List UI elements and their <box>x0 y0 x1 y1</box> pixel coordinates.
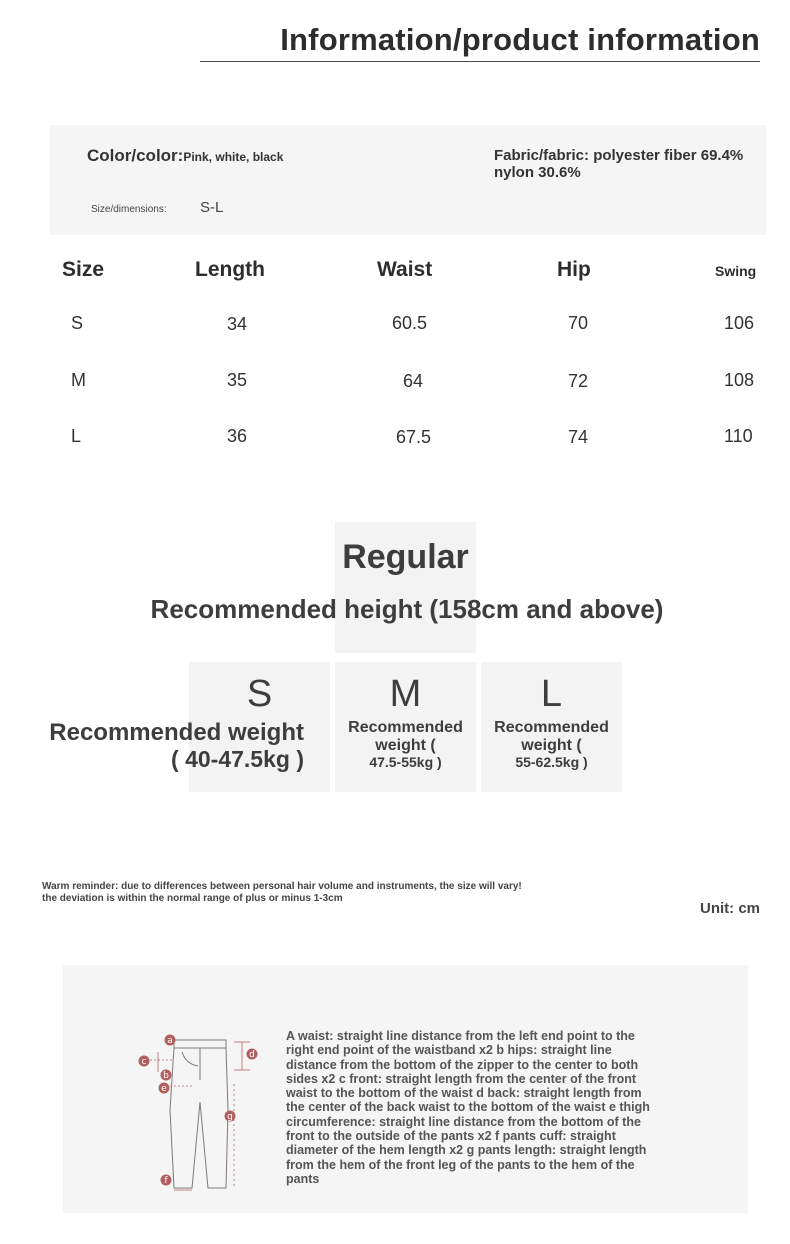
card-l-letter: L <box>540 673 563 715</box>
card-m-letter: M <box>389 673 422 715</box>
title-divider <box>200 61 760 62</box>
recommended-height: Recommended height (158cm and above) <box>150 594 664 624</box>
row-l-hip: 74 <box>568 427 589 447</box>
label-d: d <box>249 1050 255 1060</box>
row-l-length: 36 <box>227 426 248 446</box>
warm-reminder: Warm reminder: due to differences between personal hair volume and instruments, the size will vary! the deviation is within the normal range of plus or minus 1-3cm <box>42 881 522 904</box>
weight-label: Recommended weight <box>49 719 304 746</box>
row-s-size: S <box>71 313 84 333</box>
size-value: S-L <box>200 199 224 216</box>
row-m-size: M <box>71 370 86 390</box>
card-s-letter: S <box>246 673 273 715</box>
header-size: Size <box>62 258 105 281</box>
row-m-waist: 64 <box>403 371 424 391</box>
row-l-size: L <box>71 426 82 446</box>
card-m-text: Recommended weight ( <box>348 719 463 754</box>
color-label: Color/color: <box>87 146 184 165</box>
header-swing: Swing <box>715 263 757 279</box>
label-a: a <box>167 1036 173 1046</box>
row-l-waist: 67.5 <box>396 427 432 447</box>
label-c: c <box>141 1057 147 1067</box>
label-g: g <box>227 1112 233 1122</box>
card-l-text: Recommended weight ( <box>494 719 609 754</box>
card-l-range: 55-62.5kg ) <box>515 754 588 770</box>
color-info <box>87 146 283 166</box>
label-f: f <box>164 1176 168 1186</box>
pants-diagram <box>130 1030 270 1195</box>
recommended-weight-s <box>20 719 304 773</box>
row-l-swing: 110 <box>724 426 753 446</box>
color-value: Pink, white, black <box>183 150 284 164</box>
row-s-waist: 60.5 <box>392 313 428 333</box>
unit-label: Unit: cm <box>700 900 760 917</box>
page-title: Information/product information <box>280 22 760 57</box>
fabric-info: Fabric/fabric: polyester fiber 69.4% nylon 30.6% <box>494 147 744 181</box>
row-m-hip: 72 <box>568 371 589 391</box>
row-m-swing: 108 <box>724 370 755 390</box>
header-hip: Hip <box>557 258 591 281</box>
row-s-swing: 106 <box>724 313 755 333</box>
measurement-description: A waist: straight line distance from the left end point to the right end point of the waistband x2 b hips: straight line distance from the bottom of the zipper to the center to both sides x2 c front: straight length from the center of the front waist to the bottom of the waist d back: straight length from the center of the back waist to the bottom of the waist e thigh circumference: straight line distance from the bottom of the front to the outside of the pants x2 f pants cuff: straight diameter of the hem length x2 g pants length: straight length from the hem of the front leg of the pants to the hem of the pants <box>286 1029 650 1186</box>
label-b: b <box>163 1071 169 1081</box>
row-s-hip: 70 <box>568 313 589 333</box>
header-waist: Waist <box>377 258 433 281</box>
fit-title: Regular <box>342 538 469 576</box>
card-s-range: ( 40-47.5kg ) <box>171 746 304 772</box>
row-s-length: 34 <box>227 314 248 334</box>
card-m-range: 47.5-55kg ) <box>369 754 442 770</box>
size-label: Size/dimensions: <box>91 204 167 215</box>
label-e: e <box>161 1084 167 1094</box>
row-m-length: 35 <box>227 370 248 390</box>
header-length: Length <box>195 258 265 281</box>
